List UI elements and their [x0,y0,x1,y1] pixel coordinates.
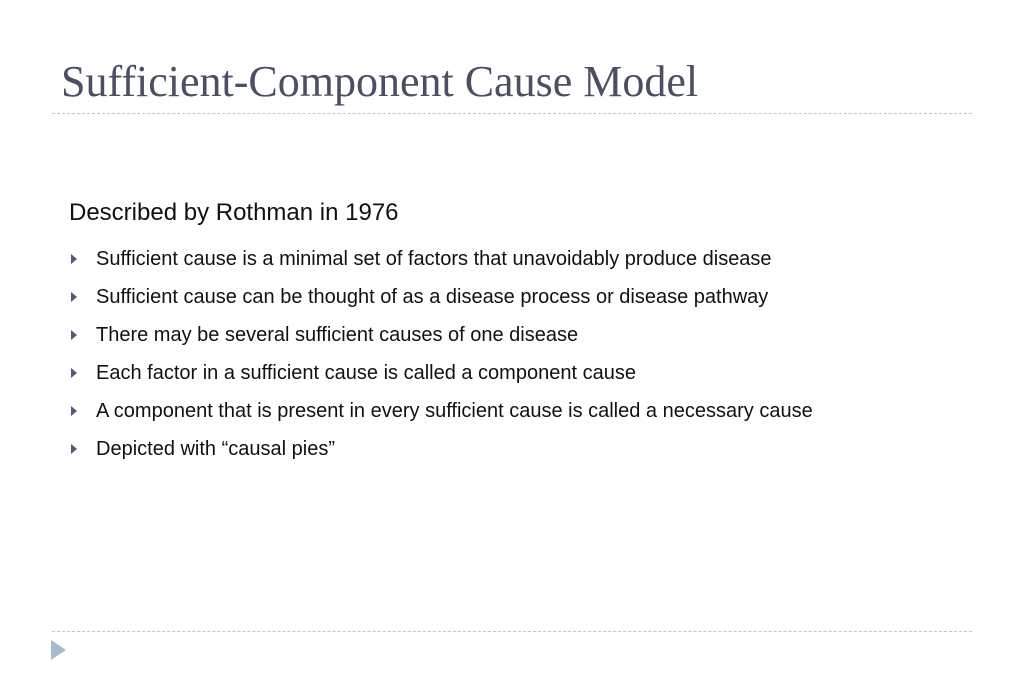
triangle-right-icon [71,406,77,416]
bullet-item [69,354,813,392]
bullet-item [69,392,813,430]
footer-divider [52,631,972,632]
bullet-text: There may be several sufficient causes of one disease [96,324,579,346]
bullet-text: A component that is present in every sufficient cause is called a necessary cause [96,400,813,422]
bullet-text: Sufficient cause is a minimal set of factors that unavoidably produce disease [96,248,772,270]
bullet-text: Each factor in a sufficient cause is called a component cause [96,362,636,384]
triangle-right-icon [71,292,77,302]
triangle-right-icon [71,330,77,340]
slide-subtitle: Described by Rothman in 1976 [69,199,399,226]
title-divider [52,113,972,114]
bullet-item [69,316,813,354]
bullet-text: Sufficient cause can be thought of as a disease process or disease pathway [96,286,769,308]
slide-title: Sufficient-Component Cause Model [61,57,699,106]
triangle-right-icon [71,368,77,378]
triangle-right-icon [71,254,77,264]
next-slide-arrow-icon[interactable] [51,640,66,660]
bullet-item [69,240,813,278]
bullet-item [69,278,813,316]
bullet-text: Depicted with “causal pies” [96,438,335,460]
bullet-list [69,240,813,468]
triangle-right-icon [71,444,77,454]
bullet-item [69,430,813,468]
